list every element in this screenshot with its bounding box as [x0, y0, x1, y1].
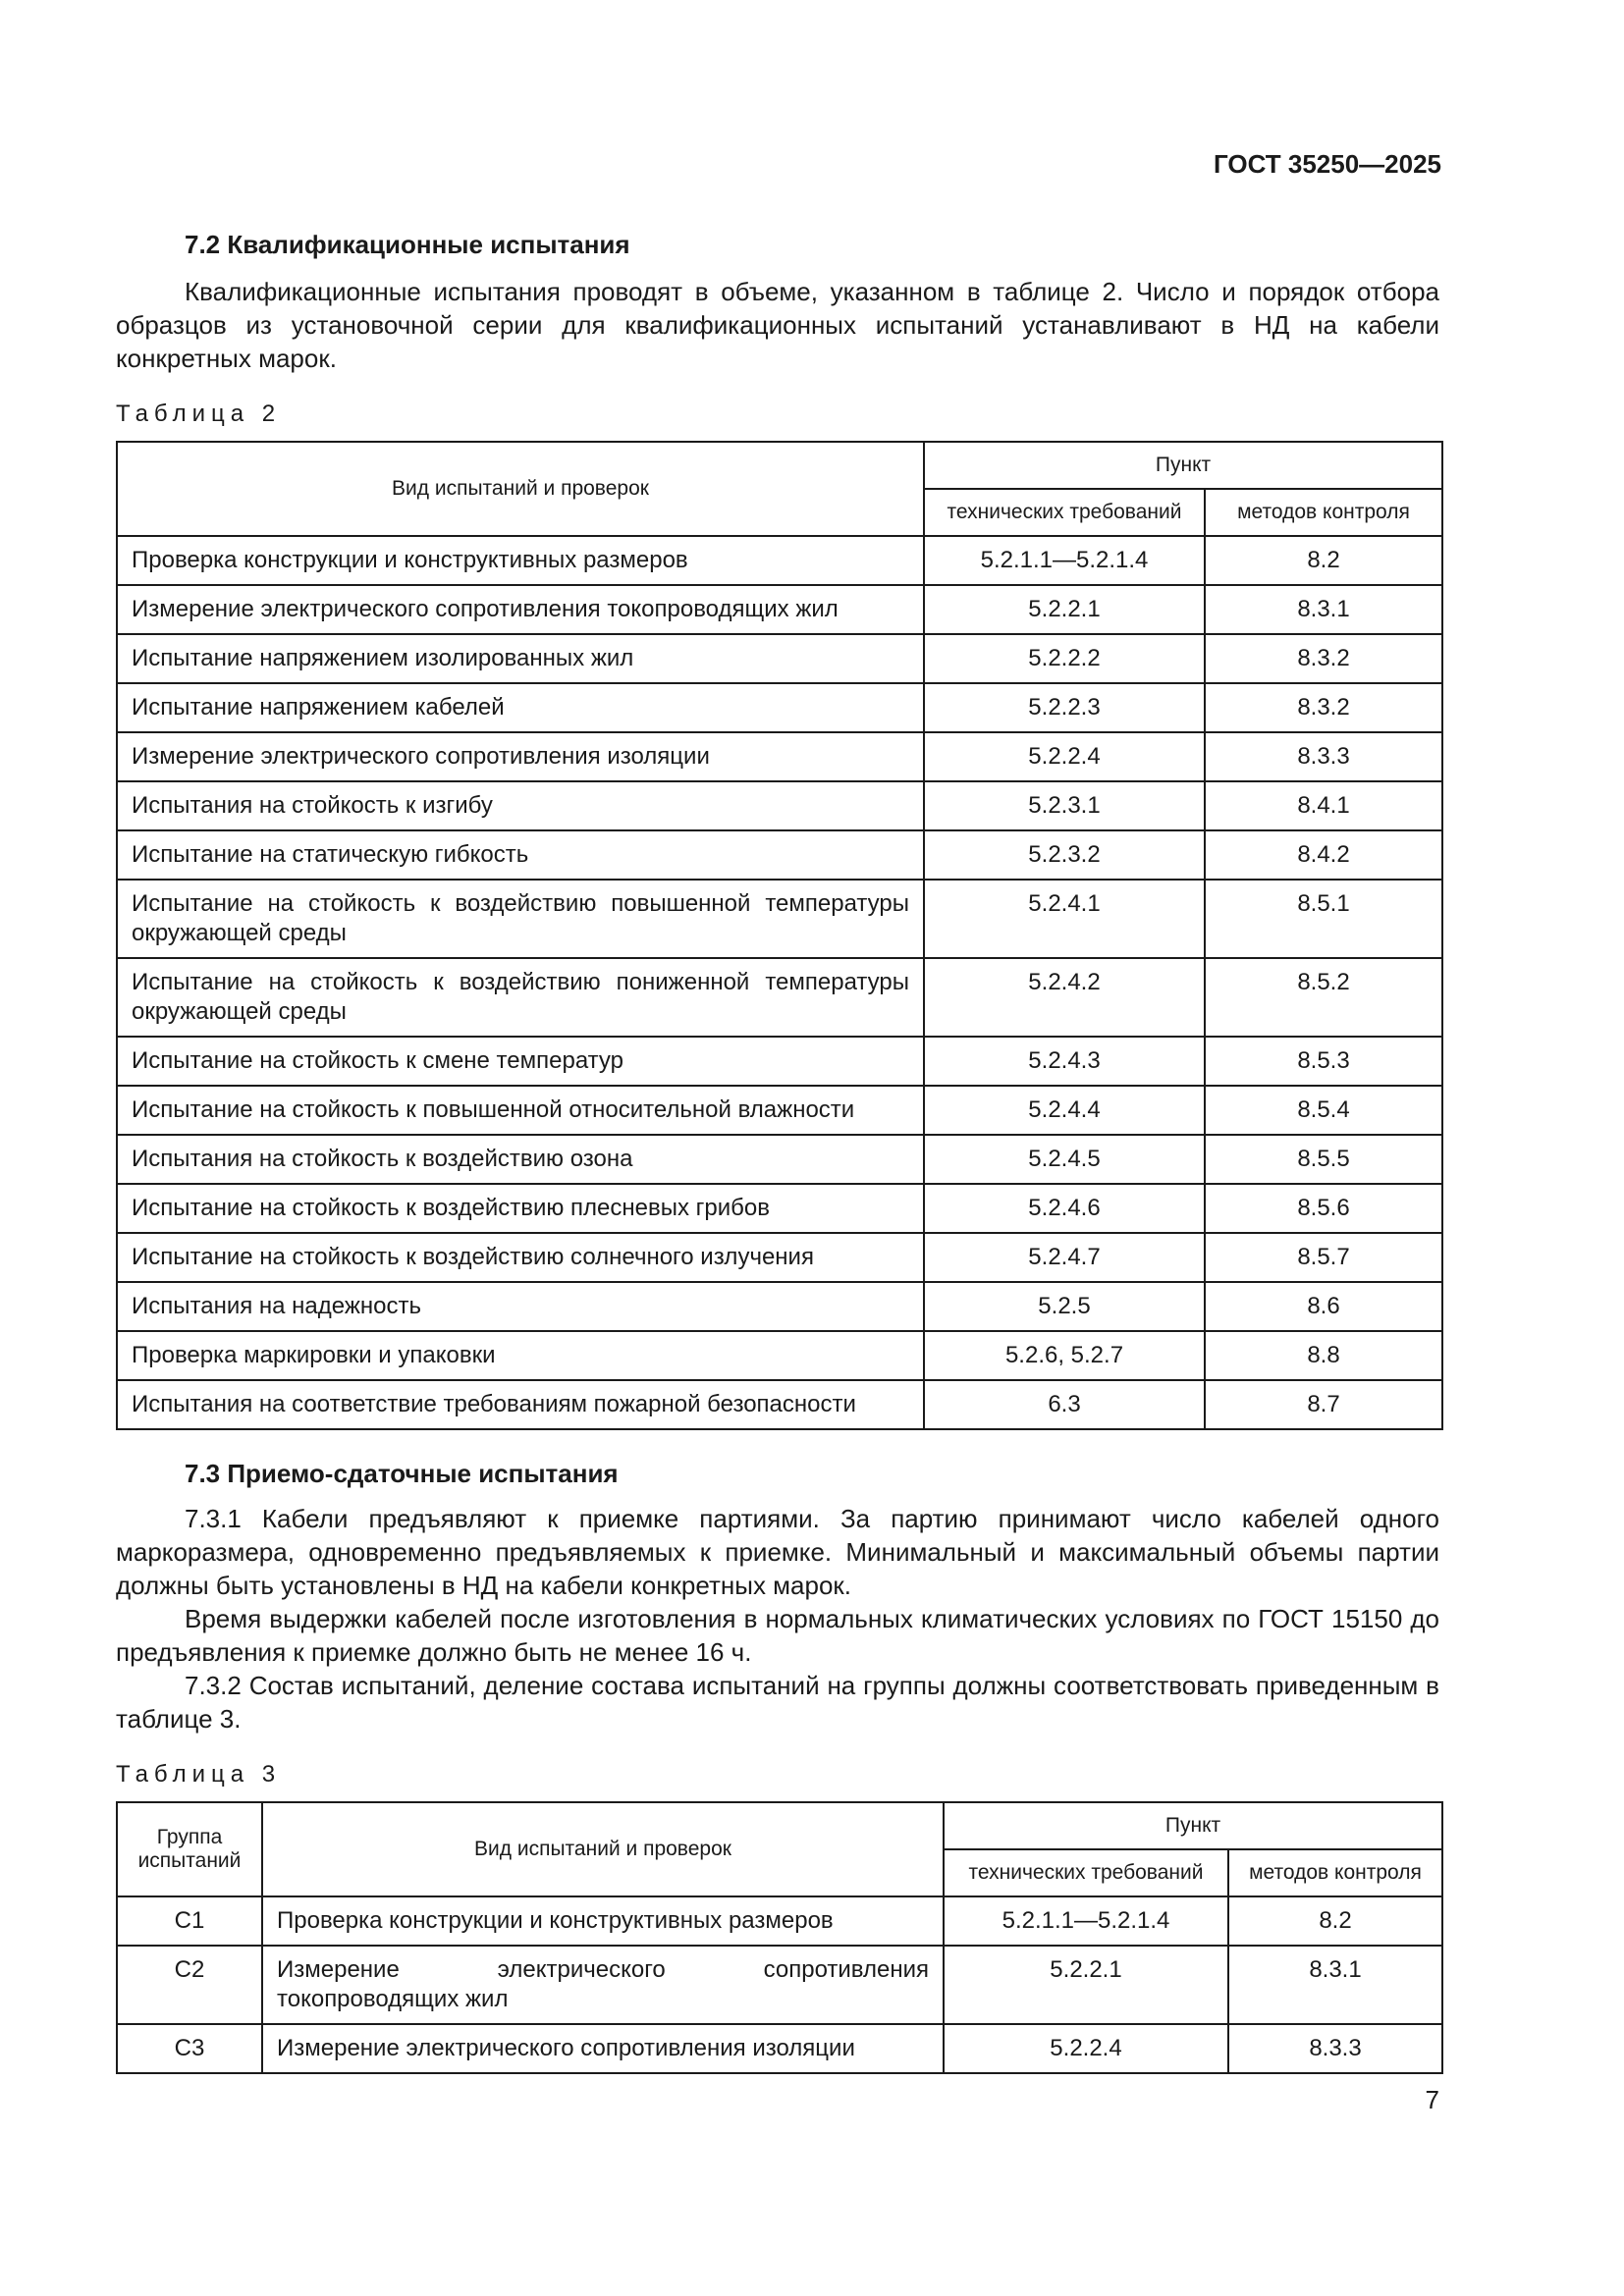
tech-requirement-cell: 5.2.1.1—5.2.1.4: [924, 536, 1205, 585]
tech-requirement-cell: 5.2.2.3: [924, 683, 1205, 732]
table-row: [117, 1086, 1442, 1135]
control-method-cell: 8.5.5: [1205, 1135, 1442, 1184]
document-id: ГОСТ 35250—2025: [1214, 149, 1441, 179]
test-group-cell: С3: [117, 2024, 262, 2073]
tech-requirement-cell: 5.2.4.4: [924, 1086, 1205, 1135]
tech-requirement-cell: 5.2.3.1: [924, 781, 1205, 830]
test-name-cell: Испытание на стойкость к воздействию солнечного излучения: [117, 1233, 924, 1282]
table-row: [117, 1184, 1442, 1233]
control-method-cell: 8.3.1: [1228, 1946, 1442, 2024]
table-row: [117, 536, 1442, 585]
table-3-header-group: Группа испытаний: [117, 1802, 262, 1896]
section-7-2-text: [116, 275, 1439, 375]
tech-requirement-cell: 5.2.4.3: [924, 1037, 1205, 1086]
table-2-header-method: методов контроля: [1205, 489, 1442, 536]
table-row: [117, 683, 1442, 732]
control-method-cell: 8.2: [1205, 536, 1442, 585]
paragraph: Квалификационные испытания проводят в объеме, указанном в таблице 2. Число и порядок отбора образцов из установочной серии для квалификационных испытаний устанавливают в НД на кабели конкретных марок.: [116, 277, 1439, 373]
control-method-cell: 8.3.2: [1205, 634, 1442, 683]
test-name-cell: Испытание напряжением изолированных жил: [117, 634, 924, 683]
test-group-cell: С1: [117, 1896, 262, 1946]
table-row: [117, 958, 1442, 1037]
table-3-header-point: Пункт: [944, 1802, 1442, 1849]
test-name-cell: Испытания на стойкость к изгибу: [117, 781, 924, 830]
test-name-cell: Испытание на стойкость к воздействию повышенной температуры окружающей среды: [117, 880, 924, 958]
test-name-cell: Испытания на надежность: [117, 1282, 924, 1331]
test-name-cell: Испытание на стойкость к повышенной относительной влажности: [117, 1086, 924, 1135]
control-method-cell: 8.8: [1205, 1331, 1442, 1380]
control-method-cell: 8.5.2: [1205, 958, 1442, 1037]
paragraph: Время выдержки кабелей после изготовления в нормальных климатических условиях по ГОСТ 15150 до предъявления к приемке должно быть не менее 16 ч.: [116, 1604, 1439, 1667]
test-name-cell: Проверка конструкции и конструктивных размеров: [117, 536, 924, 585]
paragraph: 7.3.2 Состав испытаний, деление состава испытаний на группы должны соответствовать приведенным в таблице 3.: [116, 1671, 1439, 1734]
table-row: [117, 1896, 1442, 1946]
table-3-header-type: Вид испытаний и проверок: [262, 1802, 944, 1896]
table-3-header-tech: технических требований: [944, 1849, 1228, 1896]
tech-requirement-cell: 5.2.4.7: [924, 1233, 1205, 1282]
tech-requirement-cell: 5.2.4.2: [924, 958, 1205, 1037]
table-row: [117, 585, 1442, 634]
table-row: [117, 1135, 1442, 1184]
table-3-caption: Таблица 3: [116, 1761, 282, 1788]
table-row: [117, 2024, 1442, 2073]
control-method-cell: 8.5.3: [1205, 1037, 1442, 1086]
control-method-cell: 8.5.6: [1205, 1184, 1442, 1233]
test-name-cell: Испытание на стойкость к воздействию плесневых грибов: [117, 1184, 924, 1233]
tech-requirement-cell: 5.2.2.1: [944, 1946, 1228, 2024]
test-name-cell: Испытание на статическую гибкость: [117, 830, 924, 880]
test-name-cell: Проверка конструкции и конструктивных размеров: [262, 1896, 944, 1946]
test-group-cell: С2: [117, 1946, 262, 2024]
control-method-cell: 8.6: [1205, 1282, 1442, 1331]
table-2-caption: Таблица 2: [116, 400, 282, 427]
tech-requirement-cell: 5.2.4.1: [924, 880, 1205, 958]
control-method-cell: 8.2: [1228, 1896, 1442, 1946]
control-method-cell: 8.3.3: [1205, 732, 1442, 781]
table-3-body: [117, 1896, 1442, 2073]
tech-requirement-cell: 5.2.2.4: [944, 2024, 1228, 2073]
table-row: [117, 1037, 1442, 1086]
tech-requirement-cell: 5.2.2.4: [924, 732, 1205, 781]
table-row: [117, 1380, 1442, 1429]
table-row: [117, 634, 1442, 683]
tech-requirement-cell: 5.2.4.5: [924, 1135, 1205, 1184]
table-2-header-type: Вид испытаний и проверок: [117, 442, 924, 536]
tech-requirement-cell: 5.2.2.2: [924, 634, 1205, 683]
section-7-2-title: 7.2 Квалификационные испытания: [185, 230, 630, 259]
section-7-3-title: 7.3 Приемо-сдаточные испытания: [185, 1459, 619, 1488]
control-method-cell: 8.4.1: [1205, 781, 1442, 830]
tech-requirement-cell: 6.3: [924, 1380, 1205, 1429]
table-3-header-method: методов контроля: [1228, 1849, 1442, 1896]
table-row: [117, 781, 1442, 830]
control-method-cell: 8.7: [1205, 1380, 1442, 1429]
control-method-cell: 8.5.4: [1205, 1086, 1442, 1135]
test-name-cell: Измерение электрического сопротивления изоляции: [117, 732, 924, 781]
control-method-cell: 8.3.1: [1205, 585, 1442, 634]
test-name-cell: Измерение электрического сопротивления токопроводящих жил: [117, 585, 924, 634]
tech-requirement-cell: 5.2.6, 5.2.7: [924, 1331, 1205, 1380]
test-name-cell: Измерение электрического сопротивления токопроводящих жил: [262, 1946, 944, 2024]
tech-requirement-cell: 5.2.1.1—5.2.1.4: [944, 1896, 1228, 1946]
table-2-body: [117, 536, 1442, 1429]
test-name-cell: Испытание на стойкость к воздействию пониженной температуры окружающей среды: [117, 958, 924, 1037]
test-name-cell: Испытание напряжением кабелей: [117, 683, 924, 732]
test-name-cell: Измерение электрического сопротивления изоляции: [262, 2024, 944, 2073]
control-method-cell: 8.5.7: [1205, 1233, 1442, 1282]
table-2-header-point: Пункт: [924, 442, 1442, 489]
page-number: 7: [1425, 2085, 1439, 2114]
test-name-cell: Проверка маркировки и упаковки: [117, 1331, 924, 1380]
table-2: [116, 441, 1443, 1430]
tech-requirement-cell: 5.2.3.2: [924, 830, 1205, 880]
table-row: [117, 1282, 1442, 1331]
control-method-cell: 8.3.2: [1205, 683, 1442, 732]
tech-requirement-cell: 5.2.4.6: [924, 1184, 1205, 1233]
table-2-header-tech: технических требований: [924, 489, 1205, 536]
table-row: [117, 732, 1442, 781]
test-name-cell: Испытания на соответствие требованиям пожарной безопасности: [117, 1380, 924, 1429]
test-name-cell: Испытание на стойкость к смене температур: [117, 1037, 924, 1086]
tech-requirement-cell: 5.2.5: [924, 1282, 1205, 1331]
control-method-cell: 8.4.2: [1205, 830, 1442, 880]
table-row: [117, 1331, 1442, 1380]
table-row: [117, 830, 1442, 880]
table-row: [117, 1233, 1442, 1282]
control-method-cell: 8.3.3: [1228, 2024, 1442, 2073]
paragraph: 7.3.1 Кабели предъявляют к приемке партиями. За партию принимают число кабелей одного маркоразмера, одновременно предъявляемых к приемке. Минимальный и максимальный объемы партии должны быть установлены в НД на кабели конкретных марок.: [116, 1504, 1439, 1600]
table-3: [116, 1801, 1443, 2074]
tech-requirement-cell: 5.2.2.1: [924, 585, 1205, 634]
test-name-cell: Испытания на стойкость к воздействию озона: [117, 1135, 924, 1184]
section-7-3-text: [116, 1502, 1439, 1735]
table-row: [117, 1946, 1442, 2024]
table-row: [117, 880, 1442, 958]
control-method-cell: 8.5.1: [1205, 880, 1442, 958]
